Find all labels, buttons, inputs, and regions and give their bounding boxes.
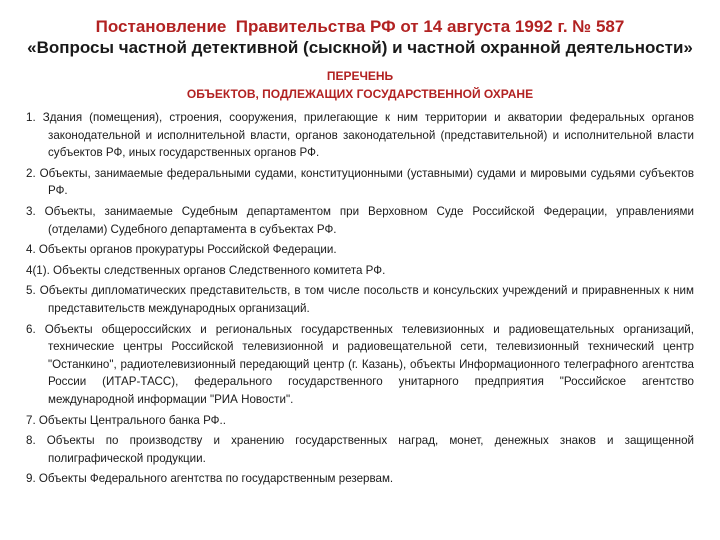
list-item: 1. Здания (помещения), строения, сооружения, прилегающие к ним территории и акватории федеральных органов законодательной и исполнительной власти, органов законодательной (представительной) и исполнительной власти субъектов РФ, иных государственных органов РФ. bbox=[26, 111, 694, 160]
document-title bbox=[26, 16, 694, 58]
decree-title: Постановление Правительства РФ от 14 августа 1992 г. № 587 bbox=[95, 17, 625, 36]
list-item: 3. Объекты, занимаемые Судебным департаментом при Верховном Суде Российской Федерации, управлениями (отделами) Судебного департамента в субъектах РФ. bbox=[26, 204, 694, 236]
list-item: 7. Объекты Центрального банка РФ.. bbox=[26, 413, 226, 427]
list-item: 8. Объекты по производству и хранению государственных наград, монет, денежных знаков и защищенной полиграфической продукции. bbox=[26, 434, 694, 465]
list-item: 9. Объекты Федерального агентства по государственным резервам. bbox=[26, 472, 394, 486]
list-heading-objects: ОБЪЕКТОВ, ПОДЛЕЖАЩИХ ГОСУДАРСТВЕННОЙ ОХРАНЕ bbox=[186, 87, 534, 101]
decree-subtitle: «Вопросы частной детективной (сыскной) и частной охранной деятельности» bbox=[27, 38, 693, 57]
list-item: 4(1). Объекты следственных органов Следственного комитета РФ. bbox=[26, 263, 386, 277]
list-item: 2. Объекты, занимаемые федеральными судами, конституционными (уставными) судами и мировыми судьями субъектов РФ. bbox=[26, 166, 694, 198]
objects-list bbox=[26, 109, 694, 488]
list-heading bbox=[26, 67, 694, 103]
list-item: 6. Объекты общероссийских и региональных государственных телевизионных и радиовещательных организаций, технические центры Российской телевизионной и радиовещательной сети, телевизионный технический центр "Останкино", радиотелевизионный передающий центр (г. Казань), объекты Информационного телеграфного агентства России (ИТАР-ТАСС), федерального государственного унитарного предприятия "Российское агентство международной информации "РИА Новости". bbox=[26, 322, 694, 406]
list-item: 4. Объекты органов прокуратуры Российской Федерации. bbox=[26, 243, 337, 257]
list-item: 5. Объекты дипломатических представительств, в том числе посольств и консульских учреждений и приравненных к ним представительств международных организаций. bbox=[26, 284, 694, 315]
list-heading-perechen: ПЕРЕЧЕНЬ bbox=[326, 69, 394, 83]
